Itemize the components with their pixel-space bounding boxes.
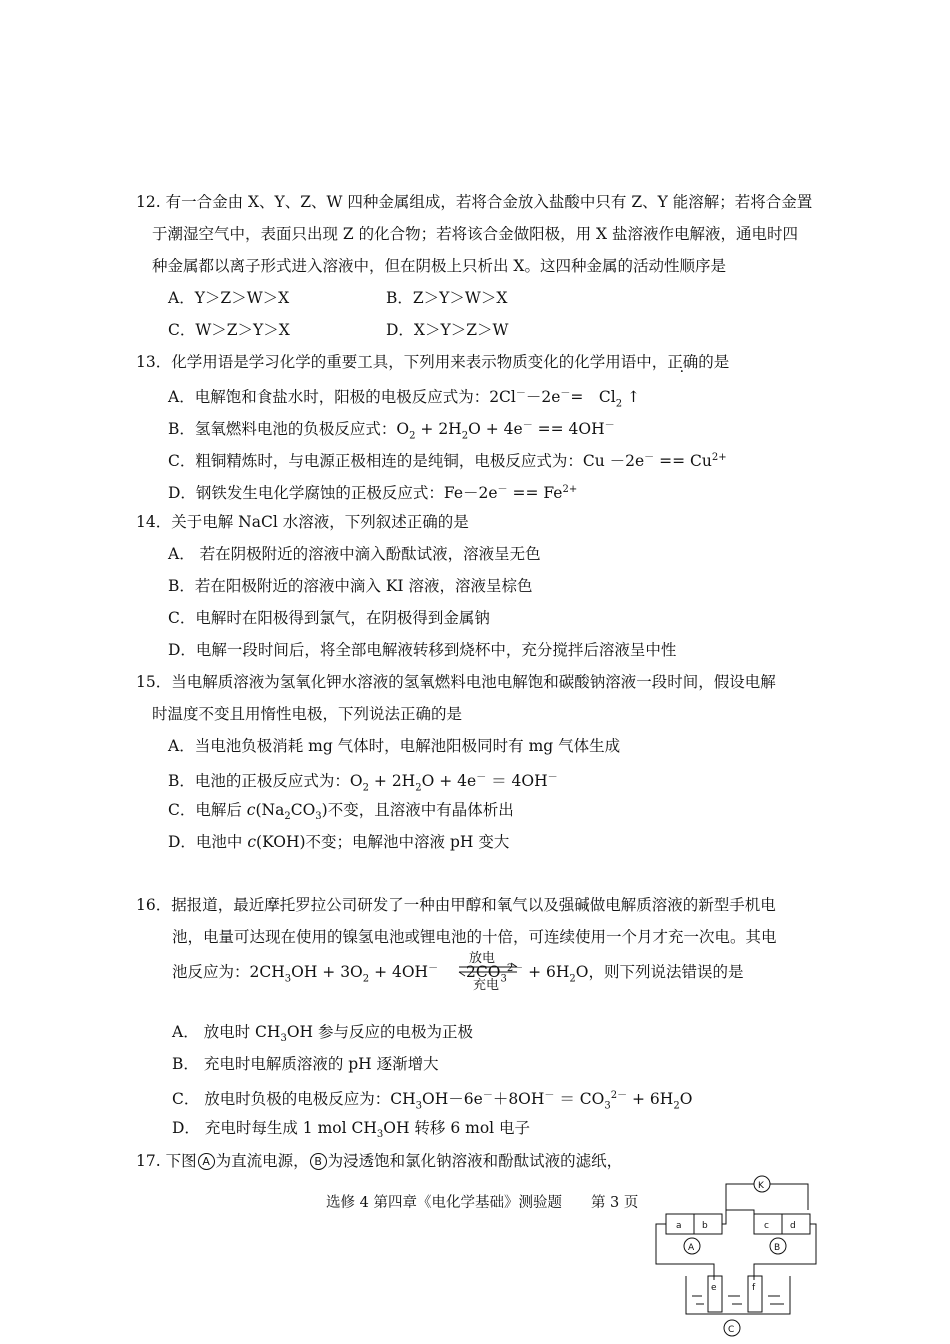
q15-b-mid2: O + 4e [421,772,477,791]
q15-d-post: (KOH)不变；电解池中溶液 pH 变大 [256,833,510,851]
q16-eq-sub1: 3 [284,973,292,985]
q15-c-mid: (Na [255,801,285,819]
q16-c-sup2: － [544,1090,555,1101]
q15-option-b [168,768,558,798]
q16-c-post-pre: + 6H [627,1090,674,1109]
q13-b-sub1: 2 [409,430,416,442]
q16-eq-product-sup: 2－ [506,963,524,974]
circled-a-icon: A [198,1153,215,1170]
q16-line2: 池，电量可达现在使用的镍氢电池或锂电池的十倍，可连续使用一个月才充一次电。其电 [172,928,777,946]
q15-b-sup2: － [547,772,558,783]
q13-c-text: C．粗铜精炼时，与电源正极相连的是纯铜，电极反应式为：Cu －2e [168,452,645,471]
q16-eq-sub2: 2 [362,973,370,985]
q16-d-sub: 3 [376,1129,384,1141]
q15-option-a: A．当电池负极消耗 mg 气体时，电解池阳极同时有 mg 气体生成 [168,737,621,755]
q13-b-text: B．氢氧燃料电池的负极反应式：O [168,420,410,439]
q15-line2: 时温度不变且用惰性电极，下列说法正确的是 [152,705,463,723]
q13-c-sup2: 2+ [711,452,727,463]
q16-a-sub: 3 [280,1033,287,1045]
q13-b-sub2: 2 [461,430,469,442]
q16-c-mid2: ＋8OH [492,1090,545,1109]
q15-c-post: )不变，且溶液中有晶体析出 [321,801,514,819]
label-circle-c: C [728,1325,735,1335]
q15-c-sub2: 3 [315,811,322,823]
q16-d-post: OH 转移 6 mol 电子 [383,1119,531,1137]
q13-a-mid: －2e [525,388,561,407]
q13-b-sup2: － [604,420,615,431]
q15-b-sub1: 2 [362,782,369,794]
q13-b-sup: － [522,420,533,431]
q16-eq-water-sub: 2 [569,973,576,985]
q16-eq-sup: － [428,963,439,974]
q15-b-text: B．电池的正极反应式为：O [168,772,363,791]
q15-d-text: D．电池中 [168,833,248,851]
q13-stem-emphasis: 正确 [667,353,699,371]
q14-option-c: C．电解时在阳极得到氯气，在阴极得到金属钠 [168,609,490,627]
q16-option-b: B． 充电时电解质溶液的 pH 逐渐增大 [172,1055,439,1073]
q15-b-mid1: + 2H [368,772,416,791]
q13-a-arrow: ↑ [622,388,641,407]
page-footer: 选修 4 第四章《电化学基础》测验题 第 3 页 [326,1195,639,1211]
q17-stem [136,1151,622,1171]
q13-a-sub: 2 [615,398,623,410]
q17-text-mid: 为直流电源， [215,1152,309,1170]
label-b: b [702,1221,708,1231]
q13-d-mid: == Fe [507,484,563,503]
q13-d-sup2: 2+ [562,484,578,495]
q15-c-mid2: CO [290,801,316,819]
q14-option-d: D．电解一段时间后，将全部电解液转移到烧杯中，充分搅拌后溶液呈中性 [168,641,677,659]
q12-option-b: B．Z＞Y＞W＞X [386,289,508,307]
label-f: f [752,1283,756,1293]
label-c: c [764,1221,769,1231]
q15-b-sup: － [476,772,487,783]
q16-line3-right [466,959,744,989]
q16-c-text: C． 放电时负极的电极反应为：CH [172,1090,416,1109]
arrow-label-discharge: 放电 [469,951,496,966]
q13-option-c [168,448,727,471]
wire-k-right [770,1184,808,1210]
label-e: e [711,1283,717,1293]
q16-c-mid: OH－6e [422,1090,483,1109]
q13-option-a [168,384,640,414]
q13-a-sup2: － [560,388,571,399]
arrow-label-charge: 充电 [473,978,500,993]
q16-a-post: OH 参与反应的电极为正极 [286,1023,473,1041]
q16-line3-left [172,959,438,989]
q16-c-sub: 3 [415,1100,423,1112]
q13-stem [136,352,729,372]
q16-c-post-sub: 2 [673,1100,680,1112]
electrode-e [708,1276,722,1312]
q16-eq-start: 池反应为：2CH [172,963,285,982]
q15-b-sub2: 2 [415,782,422,794]
q14-option-a: A． 若在阴极附近的溶液中滴入酚酞试液，溶液呈无色 [168,545,541,563]
q15-line1: 15．当电解质溶液为氢氧化钾水溶液的氢氧燃料电池电解饱和碳酸钠溶液一段时间，假设电解 [136,673,776,691]
q13-b-mid1: + 2H [415,420,462,439]
q16-d-text: D． 充电时每生成 1 mol CH [172,1119,377,1137]
q16-a-text: A． 放电时 CH [172,1023,281,1041]
label-circle-a: A [688,1243,695,1253]
q16-c-mid3: ＝ CO [554,1090,605,1109]
q17-text-start: 17. 下图 [136,1152,197,1170]
q15-c-italic: c [246,801,256,819]
q13-b-post: == 4OH [532,420,605,439]
q16-line1: 16．据报道，最近摩托罗拉公司研发了一种由甲醇和氧气以及强碱做电解质溶液的新型手机电 [136,896,776,914]
q13-a-text: A．电解饱和食盐水时，阳极的电极反应式为：2Cl [168,388,516,407]
electrolysis-apparatus-figure [650,1172,820,1342]
q16-eq-mid2: + 4OH [369,963,429,982]
q13-option-d [168,480,577,503]
q15-c-sub1: 2 [284,811,291,823]
q12-option-d: D．X＞Y＞Z＞W [386,321,509,339]
q16-c-sup3: 2－ [610,1090,628,1101]
q16-c-post: O [679,1090,693,1109]
q13-option-b [168,416,615,446]
q16-c-sub2: 3 [604,1100,611,1112]
q13-b-mid2: O + 4e [468,420,523,439]
q16-option-a [172,1022,473,1049]
q13-c-sup1: － [644,452,655,463]
label-k: K [758,1181,764,1191]
q16-option-d [172,1118,530,1145]
q12-option-c: C．W＞Z＞Y＞X [168,321,290,339]
q15-option-d [168,832,509,852]
q13-stem-text: 13．化学用语是学习化学的重要工具，下列用来表示物质变化的化学用语中， [136,353,668,371]
beaker [686,1276,790,1314]
q15-option-c [168,800,514,827]
q13-c-mid: == Cu [654,452,712,471]
q17-text-end: 为浸透饱和氯化钠溶液和酚酞试液的滤纸， [327,1152,623,1170]
q16-option-c [172,1086,692,1116]
q12-line2: 于潮湿空气中，表面只出现 Z 的化合物；若将该合金做阳极，用 X 盐溶液作电解液，通电时四 [152,225,799,243]
q16-eq-mid1: OH + 3O [291,963,363,982]
q16-eq-product-sub: 3 [500,973,507,985]
q15-c-text: C．电解后 [168,801,247,819]
q14-option-b: B．若在阳极附近的溶液中滴入 KI 溶液，溶液呈棕色 [168,577,533,595]
q12-line1: 12. 有一合金由 X、Y、Z、W 四种金属组成，若将合金放入盐酸中只有 Z、Y 能溶解；若将合金置 [136,193,813,211]
electrode-f [748,1276,762,1312]
q13-a-post: = Cl [570,388,616,407]
label-a: a [676,1221,682,1231]
q16-eq-product: 2CO [466,963,501,982]
q12-line3: 种金属都以离子形式进入溶液中，但在阴极上只析出 X。这四种金属的活动性顺序是 [152,257,726,275]
q16-eq-end: O，则下列说法错误的是 [575,963,744,982]
q13-a-sup1: － [515,388,526,399]
q15-b-post: ＝ 4OH [486,772,548,791]
q16-c-sup1: － [482,1090,493,1101]
label-circle-b: B [774,1243,781,1253]
q13-d-sup1: － [497,484,508,495]
q15-d-italic: c [247,833,257,851]
label-d: d [790,1221,796,1231]
q16-eq-water: + 6H [523,963,570,982]
wire-k-left [726,1184,754,1210]
q13-stem-end: 的是 [698,353,730,371]
circled-b-icon: B [310,1153,327,1170]
q12-option-a: A．Y＞Z＞W＞X [168,289,290,307]
q14-stem: 14．关于电解 NaCl 水溶液，下列叙述正确的是 [136,513,469,531]
q13-d-text: D．钢铁发生电化学腐蚀的正极反应式：Fe－2e [168,484,498,503]
